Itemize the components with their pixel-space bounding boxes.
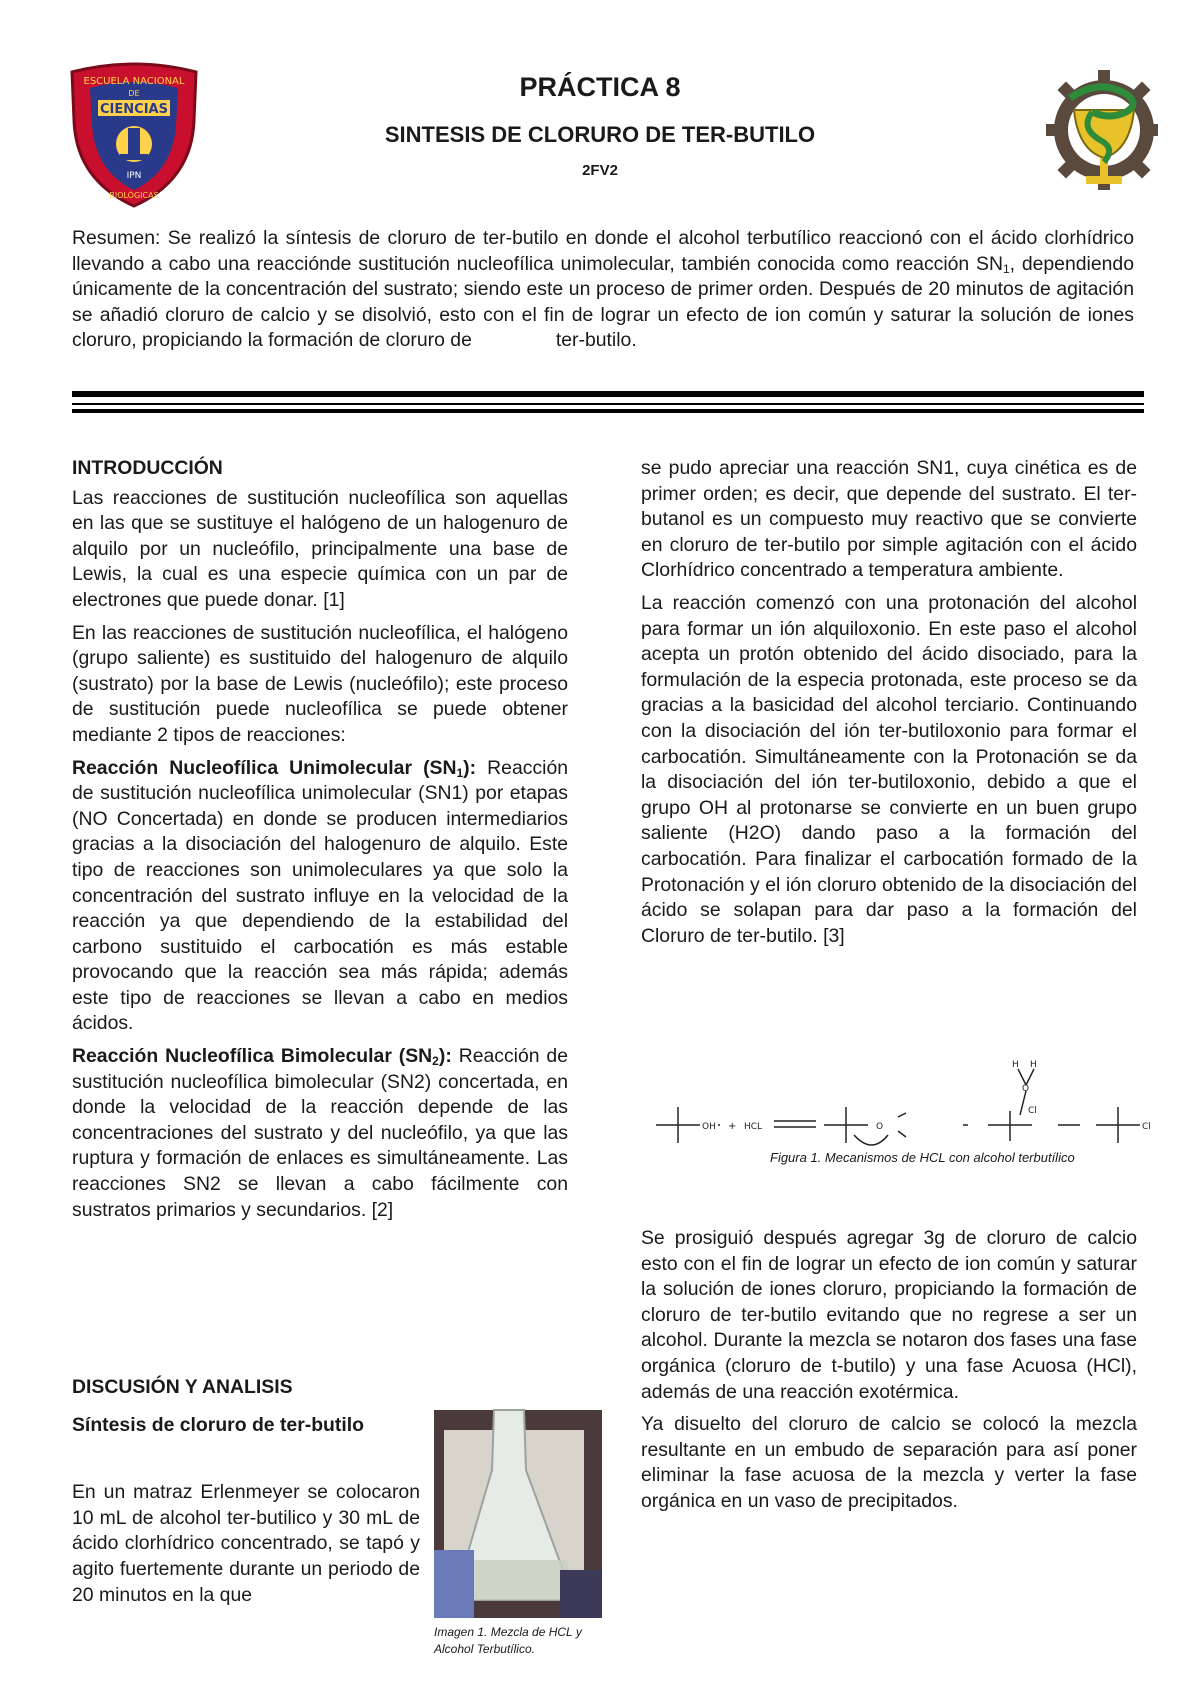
svg-text:DE: DE xyxy=(128,89,140,98)
introduction-paragraph-1: Las reacciones de sustitución nucleofílica son aquellas en las que se sustituye el halógeno de un halogenuro de alquilo por un nucleófilo, principalmente una base de Lewis, la cual es una especie química con un par de electrones que puede donar. [1] xyxy=(72,486,568,611)
svg-text:OH: OH xyxy=(702,1122,716,1132)
divider-thin xyxy=(72,403,1144,405)
sn1-text: Reacción de sustitución nucleofílica unimolecular (SN1) por etapas (NO Concertada) en donde se producen intermediarios gracias a la disociación del halogenuro de alquilo. Este tipo de reacciones son unimoleculares ya que solo la concentración del sustrato influye en la velocidad de la reacción ya que dependiendo de la estabilidad del carbono sustituido el carbocatión es más estable provocando que la reacción sea más rápida; además este tipo de reacciones se llevan a cabo en medios ácidos. xyxy=(72,756,569,1035)
svg-text:O: O xyxy=(1022,1084,1030,1094)
group-label: 2FV2 xyxy=(582,162,618,179)
sn2-title-close: ): xyxy=(438,1045,452,1068)
introduction-heading: INTRODUCCIÓN xyxy=(72,457,223,479)
abstract-text: Resumen: Se realizó la síntesis de cloruro de ter-butilo en donde el alcohol terbutílico reaccionó con el ácido clorhídrico llevando a cabo una reacciónde sustitución nucleofílica unimolecular, también conocida como reacción SN xyxy=(72,227,1134,275)
right-paragraph-4: Ya disuelto del cloruro de calcio se colocó la mezcla resultante en un embudo de separación para así poner eliminar la fase acuosa de la mezcla y verter la fase orgánica en un vaso de precipitados. xyxy=(641,1413,1137,1512)
photo-caption: Imagen 1. Mezcla de HCL y Alcohol Terbutílico. xyxy=(434,1625,582,1656)
sn1-title: Reacción Nucleofílica Unimolecular (SN xyxy=(72,756,457,779)
abstract xyxy=(72,226,1134,354)
discussion-paragraph-1: En un matraz Erlenmeyer se colocaron 10 mL de alcohol ter-butilico y 30 mL de ácido clorhídrico concentrado, se tapó y agito fuertemente durante un periodo de 20 minutos en la que xyxy=(72,1481,420,1606)
svg-text:+: + xyxy=(728,1121,737,1132)
svg-text:O: O xyxy=(876,1122,884,1132)
sn1-title-sub: 1 xyxy=(456,765,464,780)
sn1-block xyxy=(72,756,568,1038)
discussion-section xyxy=(72,1375,420,1608)
svg-text:Cl: Cl xyxy=(1142,1122,1151,1132)
sn1-title-close: ): xyxy=(463,756,477,779)
figure-caption: Figura 1. Mecanismos de HCL con alcohol terbutílico xyxy=(770,1150,1075,1165)
svg-text:CIENCIAS: CIENCIAS xyxy=(100,102,168,117)
divider-thin-2 xyxy=(72,409,1144,413)
right-column xyxy=(641,456,1137,956)
sn2-title: Reacción Nucleofílica Bimolecular (SN xyxy=(72,1045,433,1068)
divider-thick xyxy=(72,391,1144,397)
discussion-heading: DISCUSIÓN Y ANALISIS xyxy=(72,1376,293,1398)
sn2-title-sub: 2 xyxy=(432,1054,439,1069)
abstract-text-3: ter-butilo. xyxy=(555,329,637,352)
sn2-text: Reacción de sustitución nucleofílica bimolecular (SN2) concertada, en donde la velocidad de la reacción depende de las concentraciones del sustrato y del nucleófilo, ya que las ruptura y formación de enlaces es simultáneamente. Las reacciones SN2 se llevan a cabo fácilmente con sustratos primarios y secundarios. [2] xyxy=(72,1045,569,1221)
svg-text:ESCUELA NACIONAL: ESCUELA NACIONAL xyxy=(83,76,185,87)
discussion-subheading: Síntesis de cloruro de ter-butilo xyxy=(72,1413,364,1436)
right-column-bottom xyxy=(641,1226,1137,1522)
flask-photo xyxy=(434,1410,602,1618)
right-paragraph-2: La reacción comenzó con una protonación del alcohol para formar un ión alquiloxonio. En este paso el alcohol acepta un protón obtenido del ácido disociado, para la formulación de la especia protonada, este proceso se da gracias a la basicidad del alcohol terciario. Continuando con la disociación del ión ter-butiloxonio para formar el carbocatión. Simultáneamente con la Protonación se da la disociación del ión ter-butiloxonio, debido a que el grupo OH al protonarse se convierte en un buen grupo saliente (H2O) dando paso a la formación del carbocatión. Para finalizar el carbocatión formado de la Protonación y el ión cloruro obtenido de la disociación del ácido se solapan para dar paso a la formación del Cloruro de ter-butilo. [3] xyxy=(641,591,1137,947)
reaction-mechanism-figure xyxy=(648,1055,1151,1165)
right-paragraph-3: Se prosiguió después agregar 3g de cloruro de calcio esto con el fin de lograr un efecto de ion común y saturar la solución de iones cloruro, propiciando la formación de cloruro de ter-butilo evitando que no regrese a ser un alcohol. Durante la mezcla se notaron dos fases una fase orgánica (cloruro de t-butilo) y una fase Acuosa (HCl), además de una reacción exotérmica. xyxy=(641,1227,1137,1403)
svg-text:HCL: HCL xyxy=(744,1122,763,1132)
sn2-block xyxy=(72,1044,568,1223)
page-subtitle: SINTESIS DE CLORURO DE TER-BUTILO xyxy=(384,122,816,147)
right-paragraph-1: se pudo apreciar una reacción SN1, cuya cinética es de primer orden; es decir, que depende del sustrato. El ter-butanol es un compuesto muy reactivo que se convierte en cloruro de ter-butilo por simple agitación con el ácido Clorhídrico concentrado a temperatura ambiente. xyxy=(641,457,1137,582)
abstract-sub: 1 xyxy=(1002,261,1010,276)
svg-text:H: H xyxy=(1012,1060,1019,1070)
svg-text:Cl: Cl xyxy=(1028,1106,1037,1116)
svg-text:BIOLÓGICAS: BIOLÓGICAS xyxy=(109,191,159,200)
svg-text:H: H xyxy=(1030,1060,1037,1070)
page-title: PRÁCTICA 8 xyxy=(519,72,681,102)
introduction-paragraph-2: En las reacciones de sustitución nucleofílica, el halógeno (grupo saliente) es sustituido del halogenuro de alquilo (sustrato) por la base de Lewis (nucleófilo); este proceso de sustitución puede nucleofílica se puede obtener mediante 2 tipos de reacciones: xyxy=(72,621,568,746)
abstract-text-2: , dependiendo únicamente de la concentración del sustrato; siendo este un proceso de primer orden. Después de 20 minutos de agitación se añadió cloruro de calcio y se disolvió, esto con el fin de lograr un efecto de ion común y saturar la solución de iones cloruro, propiciando la formación de cloruro de xyxy=(72,252,1134,352)
svg-text:IPN: IPN xyxy=(126,171,142,181)
introduction-section xyxy=(72,456,568,1230)
